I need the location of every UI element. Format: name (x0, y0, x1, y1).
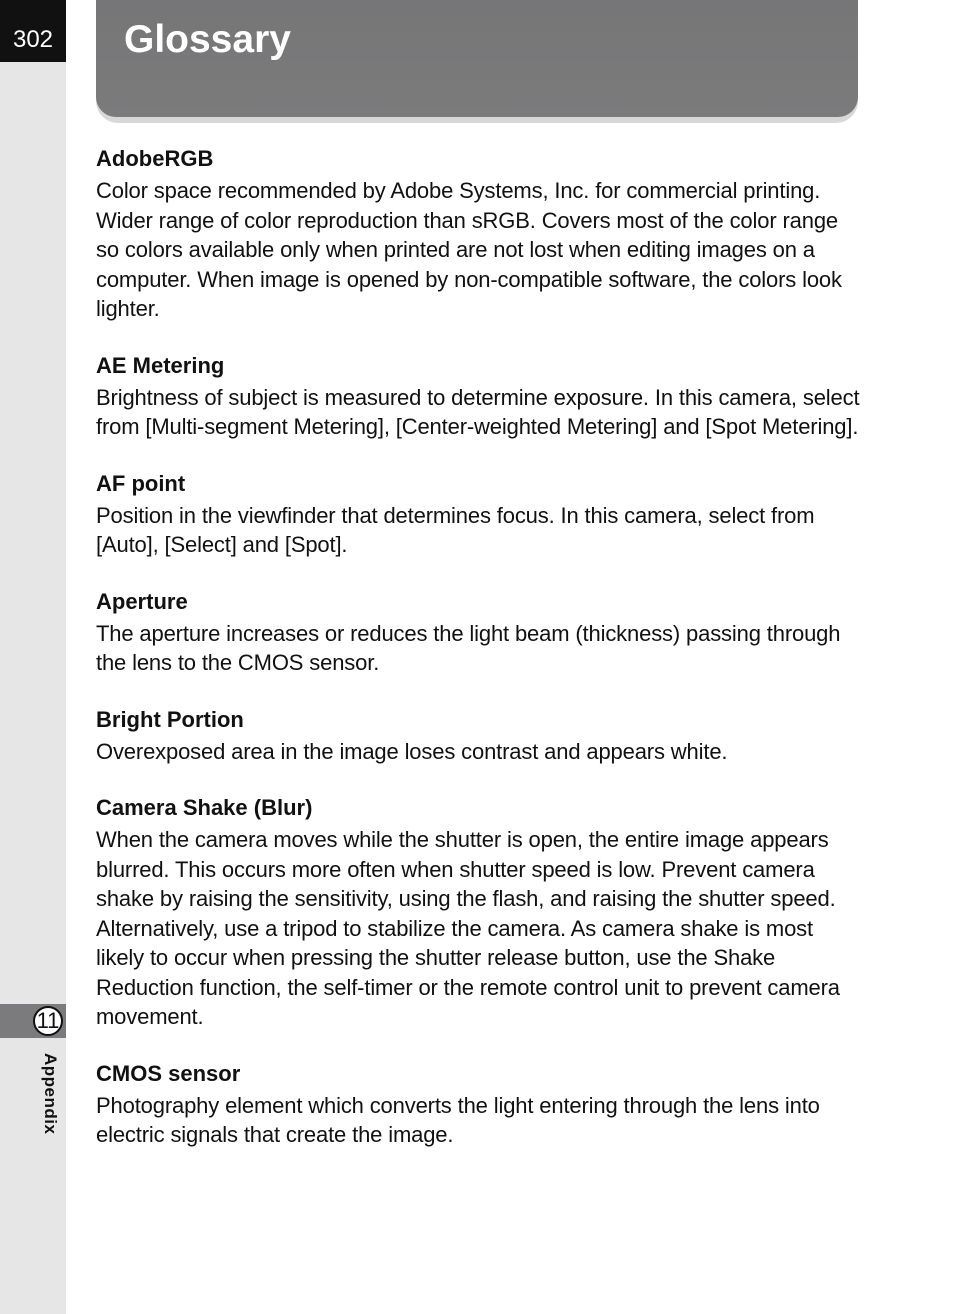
glossary-entry-aperture (96, 589, 866, 678)
page-title: Glossary (124, 18, 291, 61)
glossary-term: Camera Shake (Blur) (96, 795, 313, 820)
glossary-entry-camera-shake (96, 795, 866, 1032)
glossary-entry-adobergb (96, 146, 866, 324)
glossary-definition: Brightness of subject is measured to determine exposure. In this camera, select from [Multi-segment Metering], [Center-weighted Metering] and [Spot Metering]. (96, 384, 860, 439)
glossary-entry-af-point (96, 471, 866, 560)
glossary-term: Aperture (96, 588, 188, 614)
glossary-term: AdobeRGB (96, 146, 214, 171)
glossary-definition: Position in the viewfinder that determines focus. In this camera, select from [Auto], [Select] and [Spot]. (96, 502, 815, 557)
page-number: 302 (12, 26, 54, 53)
glossary-definition: The aperture increases or reduces the light beam (thickness) passing through the lens to the CMOS sensor. (96, 620, 841, 675)
glossary-entry-bright-portion (96, 707, 866, 767)
glossary-entry-ae-metering (96, 353, 866, 442)
glossary-definition: Overexposed area in the image loses contrast and appears white. (96, 738, 728, 764)
glossary-definition: Color space recommended by Adobe Systems, Inc. for commercial printing. Wider range of color reproduction than sRGB. Covers most of the color range so colors available only when printed are not lost when editing images on a computer. When image is opened by non-compatible software, the colors look lighter. (96, 178, 842, 321)
chapter-number-badge: 11 (33, 1006, 63, 1036)
page-number-box (0, 0, 66, 62)
glossary-term: Bright Portion (96, 706, 244, 732)
chapter-label: Appendix (41, 1053, 60, 1135)
glossary-entry-cmos-sensor (96, 1061, 866, 1150)
glossary-definition: When the camera moves while the shutter is open, the entire image appears blurred. This occurs more often when shutter speed is low. Prevent camera shake by raising the sensitivity, using the flash, and raising the shutter speed. Alternatively, use a tripod to stabilize the camera. As camera shake is most likely to occur when pressing the shutter release button, use the Shake Reduction function, the self-timer or the remote control unit to prevent camera movement. (96, 827, 840, 1029)
glossary-list (96, 146, 866, 1179)
glossary-term: CMOS sensor (96, 1060, 241, 1086)
glossary-definition: Photography element which converts the light entering through the lens into electric signals that create the image. (96, 1092, 820, 1147)
glossary-term: AE Metering (96, 352, 225, 378)
glossary-term: AF point (96, 470, 186, 496)
